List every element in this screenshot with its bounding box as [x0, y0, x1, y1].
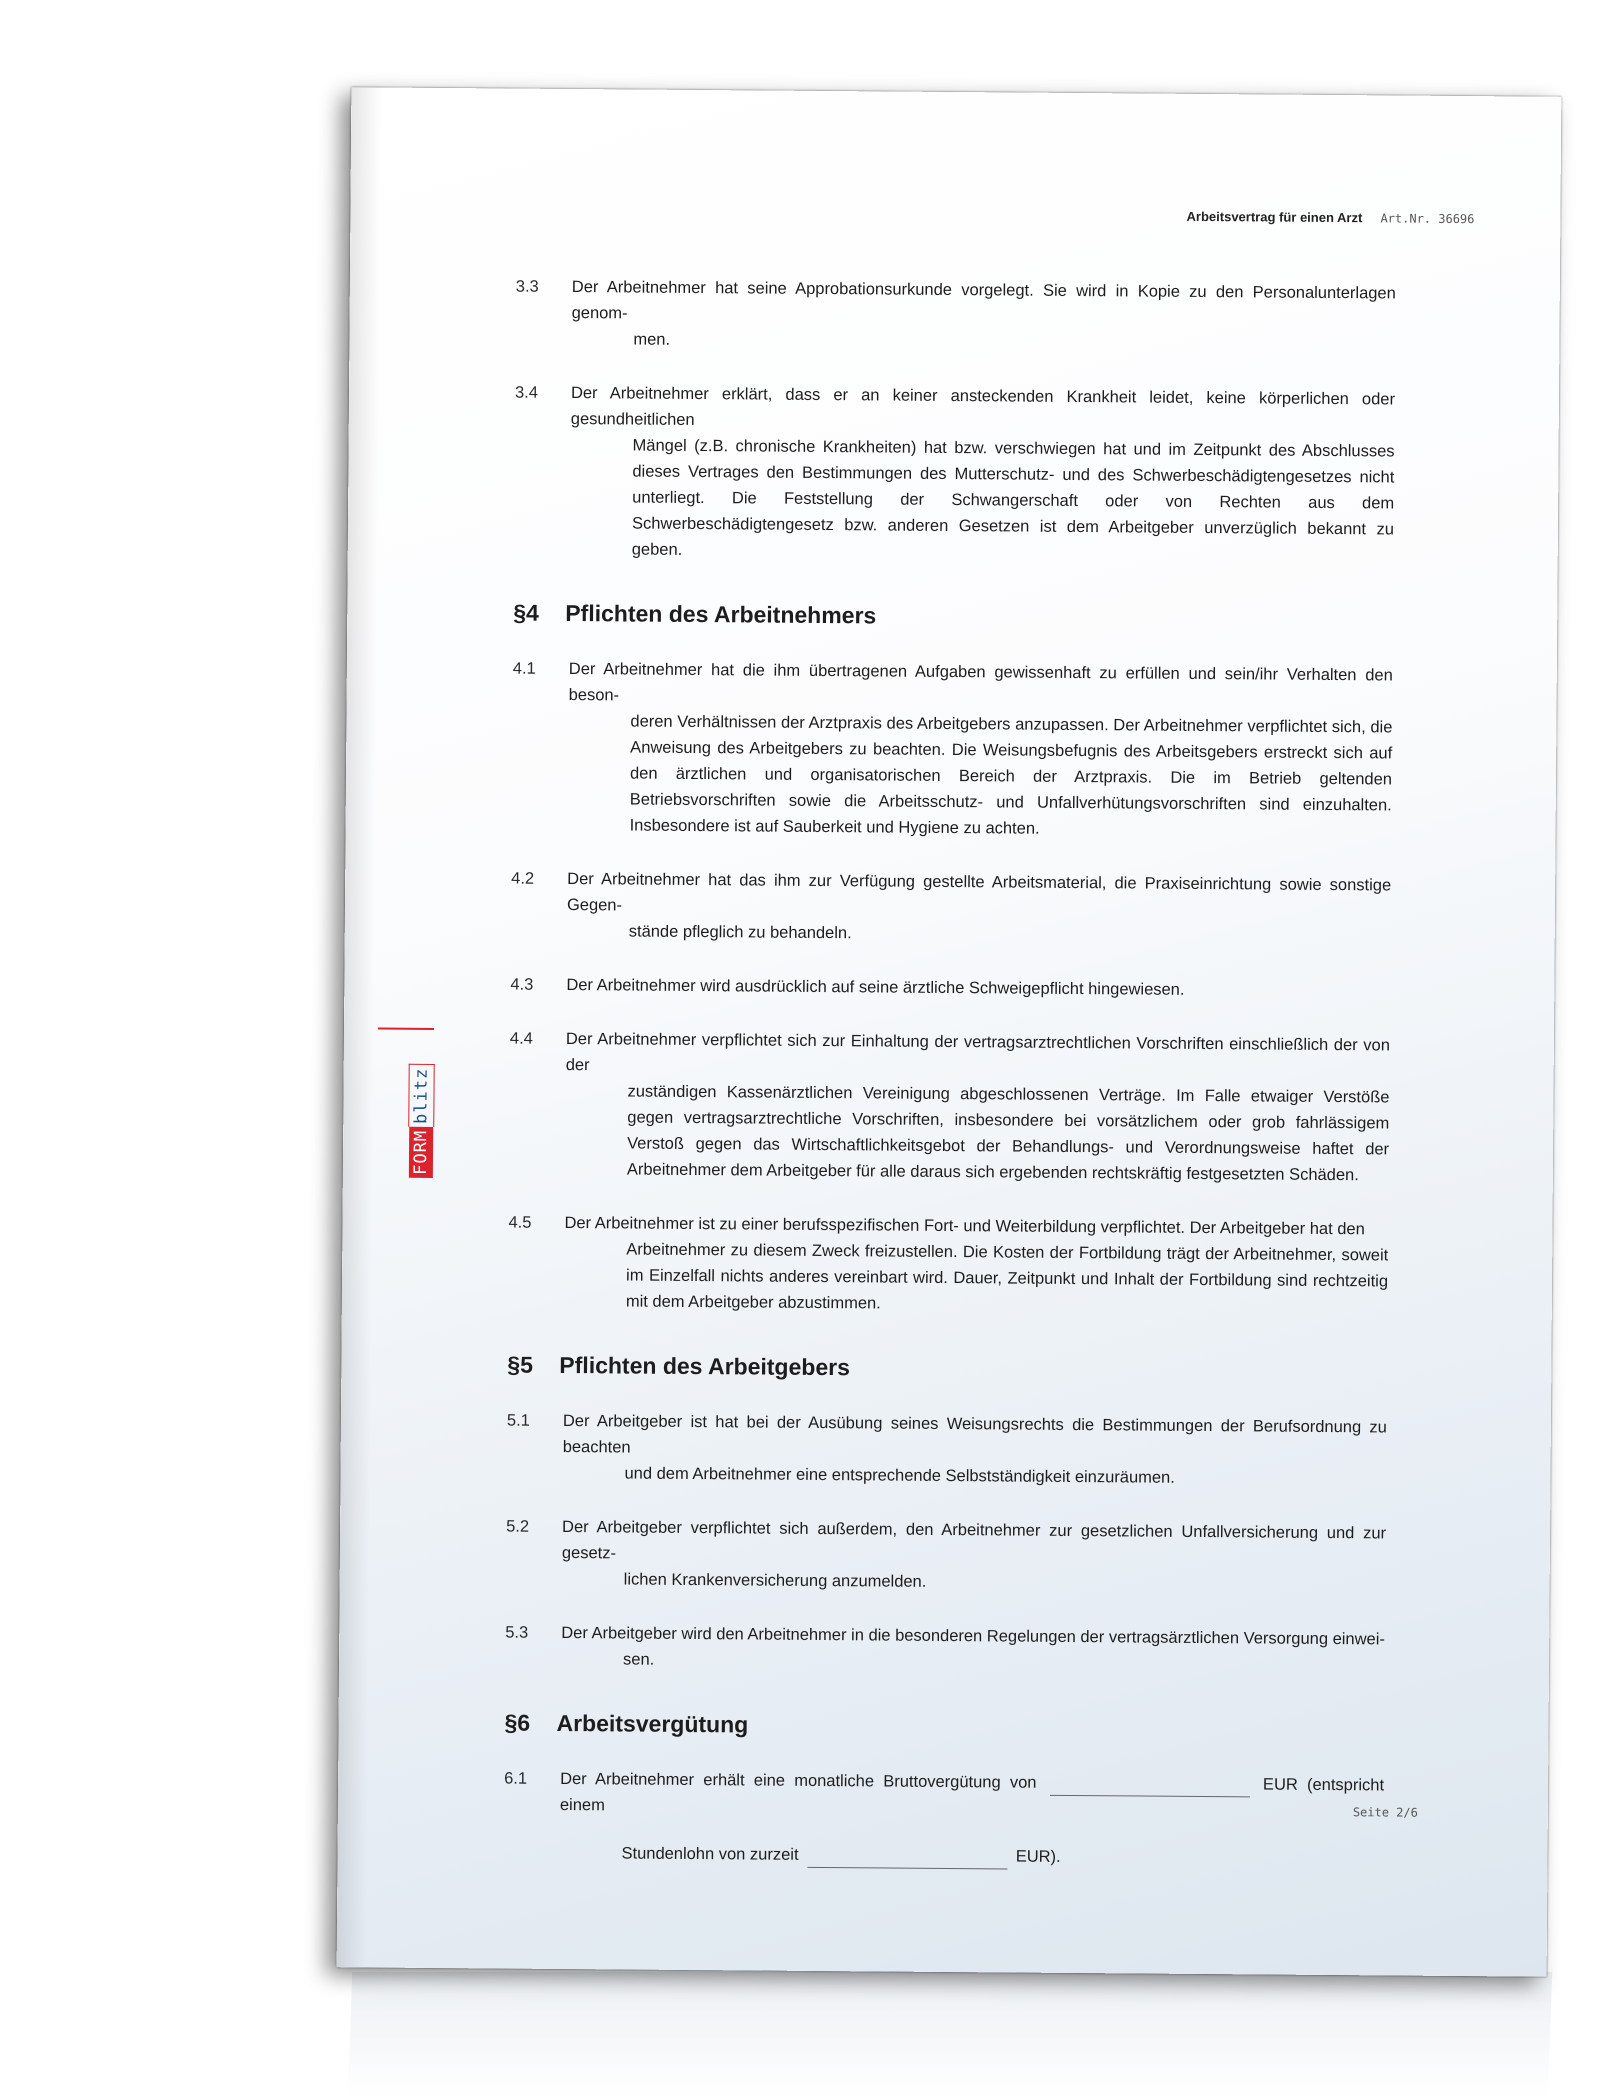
clause-5-1: [506, 1408, 1387, 1493]
clause-text: Der Arbeitnehmer hat das ihm zur Verfügung gestellte Arbeitsmaterial, die Praxiseinrichtung sowie sonstige Gegen-: [566, 869, 1392, 915]
section-title: Pflichten des Arbeitnehmers: [565, 599, 877, 629]
section-number: §5: [507, 1351, 534, 1378]
clause-3-4: [514, 380, 1395, 569]
hourly-wage-blank-field[interactable]: [807, 1849, 1007, 1870]
clause-4-1: [512, 656, 1393, 845]
clause-number: 5.2: [506, 1517, 530, 1536]
clause-4-4: [509, 1026, 1390, 1189]
clause-text: Der Arbeitnehmer ist zu einer berufsspezifischen Fort- und Weiterbildung verpflichtet. Der Arbeitgeber hat den: [564, 1213, 1365, 1239]
clause-text: Der Arbeitnehmer wird ausdrücklich auf seine ärztliche Schweigepflicht hingewiesen.: [566, 975, 1185, 999]
clause-number: 4.1: [512, 659, 536, 678]
section-title: Arbeitsvergütung: [556, 1709, 749, 1738]
clause-number: 3.3: [515, 277, 539, 296]
page-header: [1187, 209, 1475, 227]
clause-text-continued: stände pfleglich zu behandeln.: [628, 922, 852, 943]
clause-text-continued: Mängel (z.B. chronische Krankheiten) hat bzw. verschwiegen hat und im Zeitpunkt des Abschlusses dieses Vertrages den Bestimmungen des Mutterschutz- und des Schwerbeschädigtengesetzes nicht unterliegt. Die Feststellung der Schwangerschaft oder von Rechten aus dem Schwerbeschädigtengesetz bzw. anderen Gesetzen ist dem Arbeitgeber unverzüglich bekannt zu geben.: [631, 436, 1395, 559]
document-page: [337, 87, 1562, 1976]
clause-5-2: [506, 1514, 1387, 1599]
clause-number: 4.4: [509, 1029, 533, 1048]
section-number: §6: [504, 1709, 531, 1736]
clause-number: 3.4: [514, 383, 539, 402]
section-heading-4: [513, 600, 1393, 633]
salary-blank-field[interactable]: [1050, 1777, 1250, 1798]
section-title: Pflichten des Arbeitgebers: [559, 1351, 851, 1381]
clause-text-continued: deren Verhältnissen der Arztpraxis des Arbeitgebers anzupassen. Der Arbeitnehmer verpflichtet sich, die Anweisung des Arbeitgebers zu beachten. Die Weisungsbefugnis des Arbeitsgebers erstreckt sich auf den ärztlichen und organisatorischen Bereich der Arztpraxis. Die im Betrieb geltenden Betriebsvorschriften sowie die Arbeitsschutz- und Unfallverhütungsvorschriften sind einzuhalten. Insbesondere ist auf Sauberkeit und Hygiene zu achten.: [629, 712, 1393, 838]
clause-text: Der Arbeitnehmer hat seine Approbationsurkunde vorgelegt. Sie wird in Kopie zu den Personalunterlagen genom-: [571, 278, 1396, 323]
clause-4-5: [508, 1210, 1389, 1321]
clause-5-3: [505, 1620, 1385, 1679]
clause-number: 4.5: [508, 1213, 532, 1232]
clause-text-continued: men.: [633, 330, 671, 349]
clause-text-continued: sen.: [622, 1650, 655, 1669]
page-reflection: [348, 1972, 1552, 2100]
clause-text: Der Arbeitnehmer hat die ihm übertragenen Aufgaben gewissenhaft zu erfüllen und sein/ihr Verhalten den beson-: [568, 660, 1393, 705]
page-number: Seite 2/6: [1352, 1805, 1418, 1820]
clause-number: 6.1: [504, 1769, 528, 1788]
clause-text-continued: lichen Krankenversicherung anzumelden.: [623, 1570, 927, 1591]
document-title: Arbeitsvertrag für einen Arzt: [1186, 208, 1363, 226]
clause-text: Der Arbeitgeber verpflichtet sich außerdem, den Arbeitnehmer zur gesetzlichen Unfallversicherung und zur gesetz-: [561, 1517, 1387, 1563]
clause-text-continued: und dem Arbeitnehmer eine entsprechende Selbstständigkeit einzuräumen.: [624, 1464, 1175, 1487]
logo-red-line: [378, 1028, 434, 1030]
clause-6-1: [503, 1766, 1384, 1873]
clause-number: 5.1: [506, 1411, 530, 1430]
clause-number: 5.3: [505, 1623, 529, 1642]
clause-text-continued: zuständigen Kassenärztlichen Vereinigung abgeschlossenen Verträge. Im Falle etwaiger Verstöße gegen vertragsarztrechtliche Vorschriften, insbesondere bei vorsätzlichem oder grob fahrlässigem Verstoß gegen das Wirtschaftlichkeitsgebot der Behandlungs- und Verordnungsweise haftet der Arbeitnehmer dem Arbeitgeber für alle daraus sich ergebenden rechtskräftig festgesetzten Schäden.: [626, 1082, 1390, 1185]
clause-4-3: [510, 972, 1390, 1005]
clause-text: EUR (entspricht einem: [559, 1775, 1385, 1815]
document-body: [503, 274, 1396, 1901]
section-number: §4: [513, 599, 539, 626]
clause-4-2: [511, 866, 1392, 951]
clause-text: Der Arbeitnehmer erhält eine monatliche Bruttovergütung von: [560, 1769, 1037, 1792]
formblitz-logo: [409, 1028, 434, 1178]
clause-text-continued: Arbeitnehmer zu diesem Zweck freizustellen. Die Kosten der Fortbildung trägt der Arbeitnehmer, soweit im Einzelfall nichts anderes vereinbart wird. Dauer, Zeitpunkt und Inhalt der Fortbildung sind rechtzeitig mit dem Arbeitgeber abzustimmen.: [625, 1240, 1389, 1313]
section-heading-6: [504, 1710, 1384, 1743]
logo-blitz-text: blitz: [408, 1064, 434, 1127]
clause-text: Der Arbeitnehmer erklärt, dass er an keiner ansteckenden Krankheit leidet, keine körperlichen oder gesundheitlichen: [570, 384, 1396, 429]
clause-text: Der Arbeitgeber ist hat bei der Ausübung seines Weisungsrechts die Bestimmungen der Berufsordnung zu beachten: [562, 1411, 1387, 1457]
clause-text: Der Arbeitnehmer verpflichtet sich zur Einhaltung der vertragsarztrechtlichen Vorschriften einschließlich der von der: [565, 1029, 1390, 1075]
clause-number: 4.2: [511, 869, 535, 888]
section-heading-5: [507, 1352, 1387, 1385]
clause-3-3: [515, 274, 1396, 359]
logo-form-text: FORM: [409, 1127, 433, 1178]
clause-number: 4.3: [510, 975, 534, 994]
article-number: Art.Nr. 36696: [1380, 211, 1475, 227]
clause-text: Stundenlohn von zurzeit: [621, 1844, 799, 1864]
clause-text: Der Arbeitgeber wird den Arbeitnehmer in die besonderen Regelungen der vertragsärztlichen Versorgung einwei-: [561, 1623, 1385, 1649]
clause-text: EUR).: [1015, 1847, 1061, 1866]
